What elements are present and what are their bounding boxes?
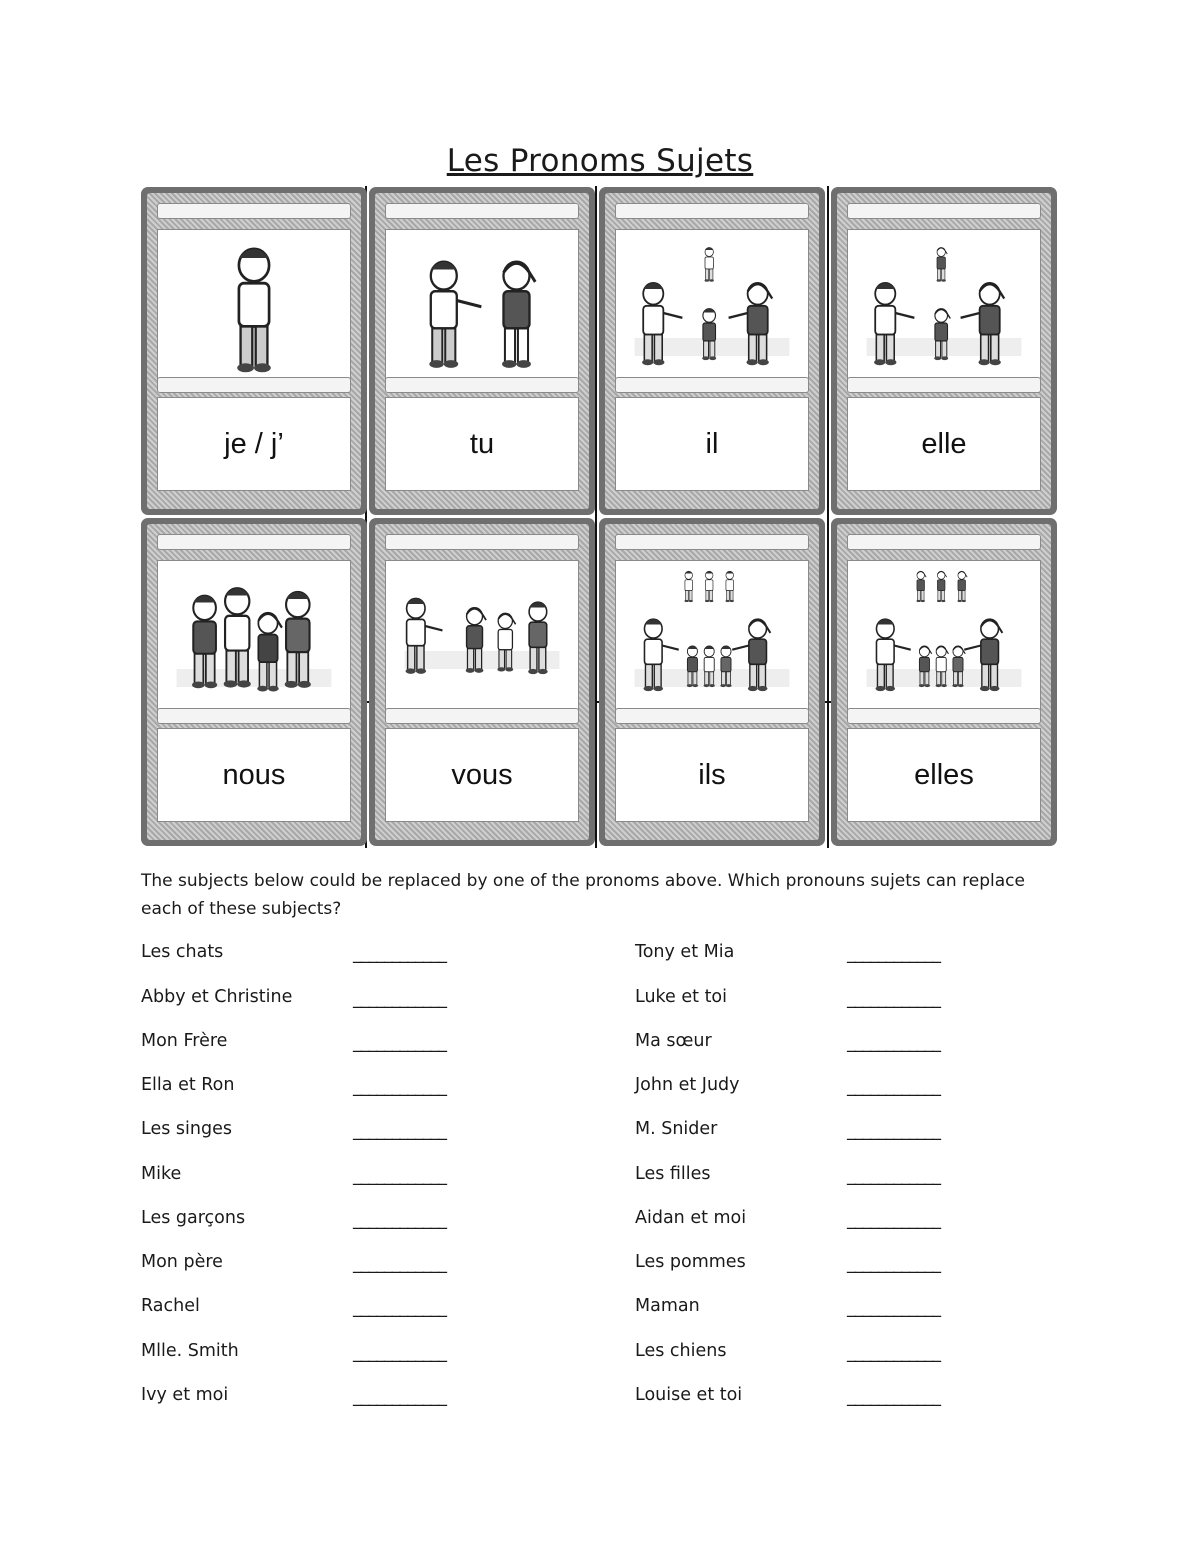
subject-item: M. Snider bbox=[635, 1119, 718, 1139]
subject-item: Tony et Mia bbox=[635, 942, 735, 962]
card-strip bbox=[847, 708, 1041, 724]
single-boy-pointing-self-icon bbox=[157, 229, 351, 379]
subject-item: Maman bbox=[635, 1296, 700, 1316]
pronoun-card bbox=[369, 187, 595, 515]
subject-item: Les garçons bbox=[141, 1208, 246, 1228]
answer-blank[interactable]: ____________ bbox=[847, 1033, 940, 1053]
card-label-box bbox=[847, 728, 1041, 822]
card-label-box bbox=[615, 397, 809, 491]
grid-divider bbox=[827, 186, 829, 848]
pronoun-label: il bbox=[705, 427, 719, 460]
answer-blank[interactable]: ____________ bbox=[353, 989, 446, 1009]
subject-item: Abby et Christine bbox=[141, 987, 293, 1007]
subject-item: Mike bbox=[141, 1164, 182, 1184]
answer-blank[interactable]: ____________ bbox=[353, 1166, 446, 1186]
answer-blank[interactable]: ____________ bbox=[353, 1121, 446, 1141]
card-strip bbox=[615, 708, 809, 724]
grid-divider bbox=[595, 186, 597, 848]
pronoun-card bbox=[599, 187, 825, 515]
answer-blank[interactable]: ____________ bbox=[847, 1387, 940, 1407]
subject-item: Les chiens bbox=[635, 1341, 727, 1361]
pronoun-label: tu bbox=[469, 427, 495, 460]
subject-item: Ma sœur bbox=[635, 1031, 712, 1051]
answer-blank[interactable]: ____________ bbox=[847, 1343, 940, 1363]
pronoun-card bbox=[141, 518, 367, 846]
card-strip bbox=[157, 534, 351, 550]
answer-blank[interactable]: ____________ bbox=[847, 1298, 940, 1318]
answer-blank[interactable]: ____________ bbox=[353, 1210, 446, 1230]
answer-blank[interactable]: ____________ bbox=[353, 1077, 446, 1097]
card-border bbox=[375, 524, 589, 840]
answer-blank[interactable]: ____________ bbox=[353, 1298, 446, 1318]
instructions: The subjects below could be replaced by one of the pronoms above. Which pronouns sujets can replace each of these subjects? bbox=[141, 871, 1025, 919]
answer-blank[interactable]: ____________ bbox=[847, 1121, 940, 1141]
answer-blank[interactable]: ____________ bbox=[847, 989, 940, 1009]
subject-item: Les filles bbox=[635, 1164, 711, 1184]
pointing-at-boy-icon bbox=[615, 229, 809, 379]
subject-item: Louise et toi bbox=[635, 1385, 743, 1405]
card-border bbox=[605, 193, 819, 509]
two-people-facing-icon bbox=[385, 229, 579, 379]
pronoun-label: ils bbox=[698, 758, 726, 791]
subject-item: Ella et Ron bbox=[141, 1075, 235, 1095]
subject-item: Les singes bbox=[141, 1119, 232, 1139]
card-border bbox=[147, 524, 361, 840]
pointing-at-group-icon bbox=[385, 560, 579, 710]
subject-item: Mlle. Smith bbox=[141, 1341, 239, 1361]
pronoun-label: elles bbox=[914, 758, 974, 791]
subject-item: Ivy et moi bbox=[141, 1385, 229, 1405]
card-label-box bbox=[157, 397, 351, 491]
pronoun-label: nous bbox=[222, 758, 286, 791]
pronoun-card bbox=[141, 187, 367, 515]
card-strip bbox=[615, 534, 809, 550]
subject-item: John et Judy bbox=[635, 1075, 740, 1095]
card-strip bbox=[847, 534, 1041, 550]
pronoun-card bbox=[831, 518, 1057, 846]
answer-blank[interactable]: ____________ bbox=[353, 1254, 446, 1274]
answer-blank[interactable]: ____________ bbox=[847, 1166, 940, 1186]
pronoun-label: elle bbox=[921, 427, 967, 460]
subject-item: Les pommes bbox=[635, 1252, 746, 1272]
pronoun-card bbox=[599, 518, 825, 846]
card-label-box bbox=[847, 397, 1041, 491]
pointing-at-girl-icon bbox=[847, 229, 1041, 379]
pronoun-label: vous bbox=[451, 758, 513, 791]
page-title: Les Pronoms Sujets bbox=[446, 143, 754, 179]
card-strip bbox=[847, 203, 1041, 219]
card-strip bbox=[157, 377, 351, 393]
subject-item: Aidan et moi bbox=[635, 1208, 747, 1228]
card-border bbox=[837, 193, 1051, 509]
pronoun-card bbox=[831, 187, 1057, 515]
answer-blank[interactable]: ____________ bbox=[847, 944, 940, 964]
card-strip bbox=[385, 708, 579, 724]
card-label-box bbox=[385, 397, 579, 491]
card-label-box bbox=[385, 728, 579, 822]
group-of-people-icon bbox=[157, 560, 351, 710]
card-strip bbox=[385, 534, 579, 550]
card-label-box bbox=[615, 728, 809, 822]
answer-blank[interactable]: ____________ bbox=[353, 1343, 446, 1363]
answer-blank[interactable]: ____________ bbox=[353, 1387, 446, 1407]
subject-item: Rachel bbox=[141, 1296, 200, 1316]
subject-item: Les chats bbox=[141, 942, 224, 962]
card-strip bbox=[615, 377, 809, 393]
card-border bbox=[147, 193, 361, 509]
card-strip bbox=[157, 203, 351, 219]
card-strip bbox=[385, 203, 579, 219]
answer-blank[interactable]: ____________ bbox=[847, 1210, 940, 1230]
card-border bbox=[605, 524, 819, 840]
card-border bbox=[375, 193, 589, 509]
pronoun-card bbox=[369, 518, 595, 846]
pointing-at-boys-icon bbox=[615, 560, 809, 710]
pronoun-label: je / j’ bbox=[224, 427, 284, 460]
subject-item: Luke et toi bbox=[635, 987, 727, 1007]
card-border bbox=[837, 524, 1051, 840]
card-label-box bbox=[157, 728, 351, 822]
card-strip bbox=[847, 377, 1041, 393]
card-strip bbox=[385, 377, 579, 393]
subject-item: Mon père bbox=[141, 1252, 223, 1272]
card-strip bbox=[615, 203, 809, 219]
card-strip bbox=[157, 708, 351, 724]
answer-blank[interactable]: ____________ bbox=[847, 1077, 940, 1097]
answer-blank[interactable]: ____________ bbox=[353, 1033, 446, 1053]
subject-item: Mon Frère bbox=[141, 1031, 228, 1051]
answer-blank[interactable]: ____________ bbox=[353, 944, 446, 964]
pointing-at-girls-icon bbox=[847, 560, 1041, 710]
answer-blank[interactable]: ____________ bbox=[847, 1254, 940, 1274]
